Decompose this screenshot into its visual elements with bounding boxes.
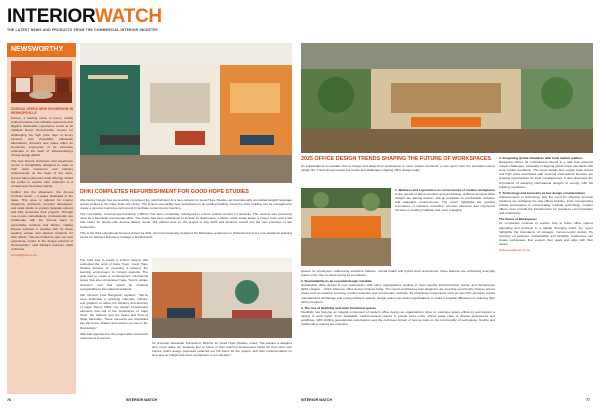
sidebar-paragraph: The new Zoroxa showroom and experience centre is thoughtfully designed to cater to both retail customers and industry professionals. At the heart of the store, Zoroxa Salon (Zoroxa's retail offering) invites the public to explore their collection in a curated and immersive setting. [11, 159, 73, 188]
article-paragraph: In the pursuit of talent retention and productivity, wellness-focused office designs are gaining traction, with an emphasis on comfortable, inclusive and adaptable environments. The report highlights the growing importance of wellness amenities, acoustic elements and ergonomic furniture in creating healthier and more engaging [395, 192, 495, 213]
article-paragraph: As organisations re-evaluate how to design and adapt their workspaces to meet modern demands, a new report from the specialist interior design firm Trend Group reveals the trends and challenges shaping office design today. [301, 164, 495, 173]
article-column-1 [80, 258, 148, 390]
left-footer-brand [126, 398, 157, 402]
masthead [7, 7, 162, 32]
page-number: 76 [7, 398, 11, 402]
showroom-photo [11, 61, 72, 103]
article-headline: 2025 OFFICE DESIGN TRENDS SHAPING THE FUTURE OF WORKSPACES [301, 156, 492, 162]
section-heading: 3. The rise of flexibility and multi-functional spaces [301, 305, 377, 310]
article-paragraph: Flexibility has become an integral component of modern office design as organisations strive to maximise space efficiency and support a variety of work styles. From adaptable, multi-functional spaces to private focus pods, offices today cater to diverse preferences and workflows. With shifting generational expectations and the continued impact of remote work on the functionality of workplaces, flexible and collaborative spaces are essential. [301, 309, 495, 327]
lounge-photo [301, 188, 391, 266]
article-paragraph: for proposal. Alexander Kotzenbort, Director for Good Hope Studies, noted: "We wanted a designer who could make our students feel at home in their learning environment whilst far from their own homes. dhki's design proposals reflected our full vision for the project, and their implementation on time and on budget has been a testament to our decision." [152, 341, 292, 358]
section-heading: 4. Integrating global standards with local market realities [499, 156, 583, 160]
article-paragraph: This is the third educational-focused project for dhki, who has previously designed the Mofupane residences in Stellenbosch and a new academic learning centre for Mahaya Discovery College in Rondebosch. [80, 230, 292, 239]
article-column-1b [301, 269, 495, 389]
article-paragraph: dhk Director Lisa Bergstedt explains: "We've been deliberate in selecting materials, colours, and graphics to reflect the vibrancy and diversity of Cape Town's CBD. Our design incorporates elements that call to the landscapes of Cape Town, the harbour and the fauna and flora of Table Mountain. These elements are translated into the forms, shapes and colours you see in the final design." [80, 292, 148, 330]
footer-brand: INTERIOR WATCH [301, 398, 333, 402]
sidebar-headline: ZOROXA OPENS NEW SHOWROOM IN HENNOPSVILLE [11, 107, 73, 116]
footer-brand: INTERIOR WATCH [126, 398, 158, 402]
right-footer-brand [301, 398, 332, 402]
article-intro [80, 198, 292, 255]
article-paragraph: Advancements in technology and the need for effective acoustic solutions are reshaping the way offices function. From incorporating private workspaces to incorporating modular technology, modern offices must provide the infrastructure for seamless communication and productivity. [499, 194, 593, 216]
section-heading: 1. Wellness and ergonomics as cornerstones of modern workplaces [395, 188, 495, 192]
article-paragraph: The new facility, covering approximately 1,250m², has been completely redesigned to ensure optimal comfort for students. The campus was previously used as a beneficial commercial office. The space has been redesigned to include 11 classrooms, a library, study break areas, a prayer room and a deli that caters for people with diverse dietary needs. dhk started work on the project in July 2025 and students moved into the new premises in late September. [80, 212, 292, 229]
article-paragraph: spaces for employees. Addressing workforce balance, mental health and hybrid work preferences, these features are enhancing everyday teams in the 'live' to stand strong as companies. [301, 269, 495, 278]
article-paragraph: dhki was appointed to the project after successful response to a request [80, 331, 148, 340]
tagline: THE LATEST NEWS AND PRODUCTS FROM THE COMMERCIAL INTERIOR INDUSTRY [7, 28, 159, 32]
article-paragraph: Sustainable office design is now mainstream, with many organisations working to meet specific Environmental, Social, and Governance (ESG) targets – which influence office design choices today. The report emphasises how designers are sourcing eco-friendly choices across areas such as material sourcing, product selection and construction methods. By prioritising components such as low-VOC products, locally manufactured furnishings and energy-efficient spaces, design teams can assist organisations to make a tangible difference in reducing their carbon footprint. [301, 283, 495, 304]
article-link[interactable]: www.trendgroup.co.za [499, 247, 530, 252]
section-heading: The future of Workspaces [499, 217, 537, 222]
right-page [301, 38, 593, 394]
sidebar-label: NEWSWORTHY [7, 43, 76, 57]
section-heading: 2. Sustainability as an essential design mandate [301, 279, 372, 284]
logo-main: INTERIOR [7, 6, 96, 27]
classroom-photo [152, 258, 292, 338]
left-footer [7, 398, 11, 402]
article-paragraph: The brief was to create a school campus that embodied the spirit of Cape Town. Good Hope Studies focuses on providing a relaxed, fun learning environment for foreign students. The goal was to create a contemporary educational space that also showcased Cape Town's unique character and that would be instantly recognisable to international students. [80, 258, 148, 291]
logo-accent: WATCH [95, 6, 162, 27]
article-column-2 [152, 341, 292, 391]
article-intro [301, 164, 495, 185]
logo [7, 7, 162, 27]
office-photo [301, 43, 593, 153]
page-number: 77 [586, 398, 590, 402]
right-footer [586, 398, 590, 402]
campus-photo [80, 43, 292, 183]
article-headline: DHKI COMPLETES REFURBISHMENT FOR GOOD HOPE STUDIES [80, 189, 249, 195]
article-paragraph: dhk Interior Design has successfully completed the refurbishment of a new campus for Good Hope Studies, an internationally accredited English language school located in the Cape Town city centre. The project exemplifies how workspaces in an existing building owned by older building can be reimagined to create a dynamic learning environment to facilitate contemporary learning. [80, 198, 292, 211]
sidebar-paragraph: Further into the showroom, the Zoroxa Contract studio – a space dedicated to the trade. This area is tailored for interior designers, architects, property developers, and retail clients to explore bespoke options and fully customise their projects. Through one-on-one consultations, professionals can collaborate with the Zoroxa team to personalise furniture and fabrics, making Zoroxa Contract a creative hub for those seeking unique and tailored solutions for their clients. "We are thrilled to open our new experience centre in the design precinct of Hennopsville," said Richard Andrews, CEO of Zoroxa. [11, 189, 73, 252]
newsworthy-sidebar [7, 43, 76, 394]
article-paragraph: Designing offices for multinational clients is a task that presents unique challenges, especially in aligning global brand standards with local market conditions. The report details how supply chain issues and high costs associated with sourcing international furniture are creating opportunities for local manufacturers. It also discusses the importance of adapting international designs to comply with SA building regulations. [499, 160, 593, 189]
sidebar-story [11, 107, 73, 257]
article-column-2 [499, 156, 593, 389]
sidebar-paragraph: Zoroxa, a leading name in luxury, locally crafted furniture, has officially opened its new flagship destination experience centre at 10 Oakfield Road, Hennopsville. Known for challenging the high price tags of luxury furniture with thoughtful, affordable alternatives, Zoroxa's new space offers an immersive experience of its extensive collection in the heart of Johannesburg's vibrant design district. [11, 116, 73, 158]
sidebar-email[interactable]: zoroxa@zhk.co.za [11, 253, 37, 258]
section-heading: 5. Technology and acoustics as key design considerations [499, 190, 586, 195]
left-page [7, 38, 292, 394]
article-paragraph: As companies continue to explore how to foster office spaces appealing and practical in a rapidly changing world, the report highlights the importance of strategic, human-centric design. By focusing on wellness, sustainability and flexibility, businesses can create workspaces that support their goals and align with their values. [499, 221, 593, 246]
article-column-1a [395, 188, 495, 266]
